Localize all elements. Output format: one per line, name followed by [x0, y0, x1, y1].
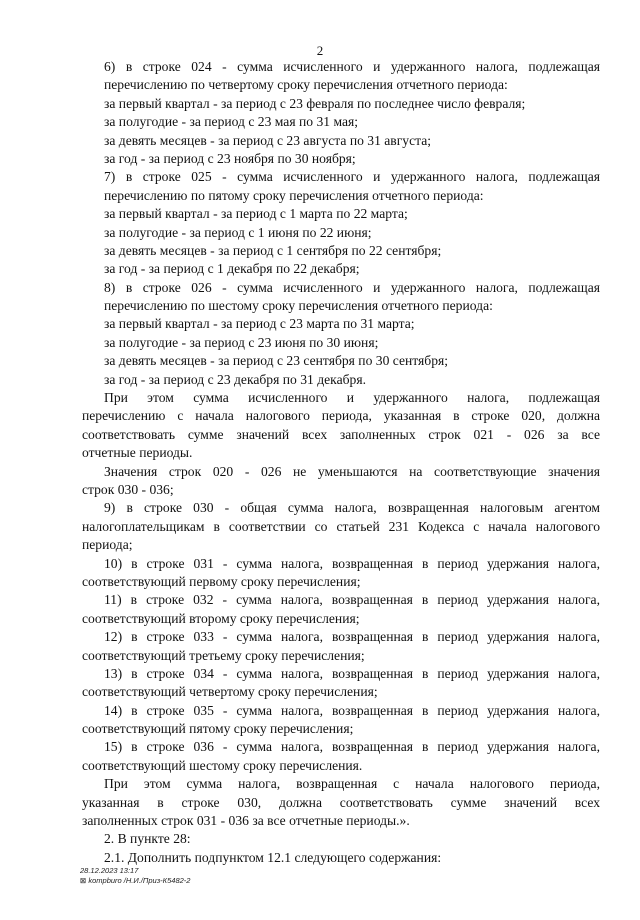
document-body [82, 58, 600, 867]
text-line: периода; [82, 537, 133, 553]
text-line: заполненных строк 031 - 036 за все отчетные периоды.». [82, 813, 410, 829]
text-line: за девять месяцев - за период с 23 августа по 31 августа; [104, 132, 432, 148]
text-line: При этом сумма налога, возвращенная с начала налогового периода, [104, 776, 600, 792]
text-line: соответствующий шестому сроку перечисления. [82, 757, 363, 773]
text-line: за полугодие - за период с 23 июня по 30 июня; [104, 334, 379, 350]
text-line: 8) в строке 026 - сумма исчисленного и удержанного налога, подлежащая [104, 279, 600, 295]
footer [80, 866, 190, 886]
footer-date: 28.12.2023 13:17 [80, 866, 139, 875]
text-line: перечислению по четвертому сроку перечисления отчетного периода: [104, 77, 508, 93]
text-line: соответствующий четвертому сроку перечисления; [82, 684, 378, 700]
text-line: за девять месяцев - за период с 1 сентября по 22 сентября; [104, 242, 442, 258]
text-line: При этом сумма исчисленного и удержанного налога, подлежащая [104, 390, 600, 406]
text-line: соответствующий пятому сроку перечисления; [82, 721, 354, 737]
text-line: 9) в строке 030 - общая сумма налога, возвращенная налоговым агентом [104, 500, 600, 516]
text-line: перечислению по пятому сроку перечисления отчетного периода: [104, 187, 484, 203]
text-line: отчетные периоды. [82, 445, 193, 461]
text-line: за девять месяцев - за период с 23 сентября по 30 сентября; [104, 353, 449, 369]
text-line: 14) в строке 035 - сумма налога, возвращенная в период удержания налога, [104, 702, 600, 718]
text-line: за первый квартал - за период с 23 февраля по последнее число февраля; [104, 95, 526, 111]
text-line: за год - за период с 23 ноября по 30 ноября; [104, 150, 356, 166]
footer-path: ⊠ kompburo /Н.И./Приз-К5482-2 [80, 876, 191, 885]
text-line: перечислению с начала налогового периода, указанная в строке 020, должна [82, 408, 600, 424]
text-line: налогоплательщикам в соответствии со статьей 231 Кодекса с начала налогового [82, 518, 600, 534]
text-line: 10) в строке 031 - сумма налога, возвращенная в период удержания налога, [104, 555, 600, 571]
text-line: 11) в строке 032 - сумма налога, возвращенная в период удержания налога, [104, 592, 600, 608]
text-line: указанная в строке 030, должна соответствовать сумме значений всех [82, 794, 600, 810]
text-line: соответствующий первому сроку перечисления; [82, 573, 361, 589]
text-line: за первый квартал - за период с 23 марта по 31 марта; [104, 316, 415, 332]
text-line: за год - за период с 23 декабря по 31 декабря. [104, 371, 366, 387]
text-line: за год - за период с 1 декабря по 22 декабря; [104, 261, 360, 277]
text-line: 15) в строке 036 - сумма налога, возвращенная в период удержания налога, [104, 739, 600, 755]
text-line: Значения строк 020 - 026 не уменьшаются на соответствующие значения [104, 463, 600, 479]
text-line: соответствовать сумме значений всех заполненных строк 021 - 026 за все [82, 426, 600, 442]
text-line: 12) в строке 033 - сумма налога, возвращенная в период удержания налога, [104, 629, 600, 645]
text-line: 6) в строке 024 - сумма исчисленного и удержанного налога, подлежащая [104, 59, 600, 74]
text-line: строк 030 - 036; [82, 481, 174, 497]
text-line: соответствующий третьему сроку перечисления; [82, 647, 365, 663]
text-line: за полугодие - за период с 1 июня по 22 июня; [104, 224, 372, 240]
text-line: соответствующий второму сроку перечисления; [82, 610, 360, 626]
text-line: за полугодие - за период с 23 мая по 31 мая; [104, 114, 359, 130]
text-line: 2. В пункте 28: [104, 831, 191, 847]
text-line: 7) в строке 025 - сумма исчисленного и удержанного налога, подлежащая [104, 169, 600, 185]
page-number: 2 [316, 43, 324, 58]
text-line: 13) в строке 034 - сумма налога, возвращенная в период удержания налога, [104, 665, 600, 681]
text-line: 2.1. Дополнить подпунктом 12.1 следующего содержания: [104, 849, 442, 865]
text-line: за первый квартал - за период с 1 марта по 22 марта; [104, 206, 408, 222]
text-line: перечислению по шестому сроку перечисления отчетного периода: [104, 298, 493, 314]
